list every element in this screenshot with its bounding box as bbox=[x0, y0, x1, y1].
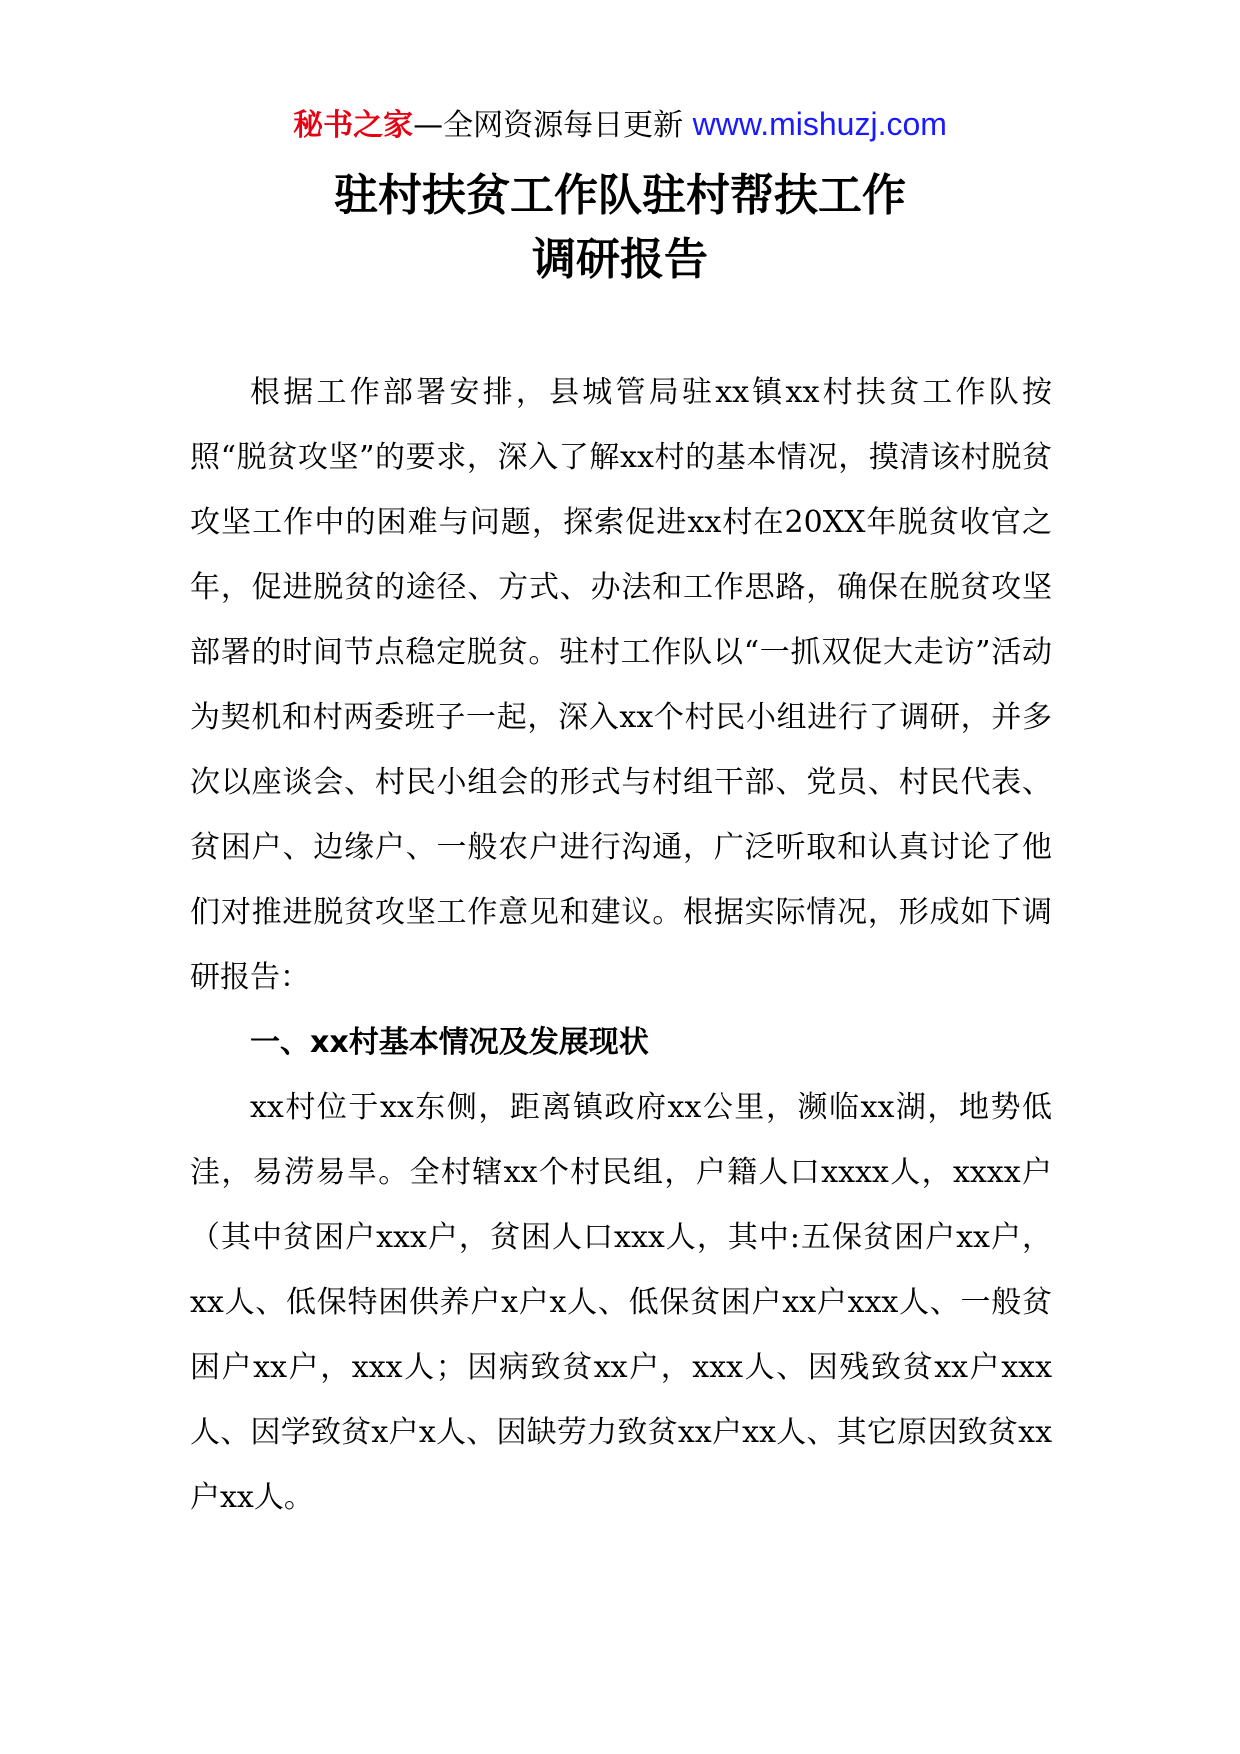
header-tagline: —全网资源每日更新 bbox=[413, 108, 693, 143]
document-title-line-1: 驻村扶贫工作队驻村帮扶工作 bbox=[334, 170, 906, 221]
brand-name: 秘书之家 bbox=[293, 108, 414, 143]
intro-paragraph: 根据工作部署安排，县城管局驻xx镇xx村扶贫工作队按照“脱贫攻坚”的要求，深入了解xx村的基本情况，摸清该村脱贫攻坚工作中的困难与问题，探索促进xx村在20XX年脱贫收官之年，促进脱贫的途径、方式、办法和工作思路，确保在脱贫攻坚部署的时间节点稳定脱贫。驻村工作队以“一抓双促大走访”活动为契机和村两委班子一起，深入xx个村民小组进行了调研，并多次以座谈会、村民小组会的形式与村组干部、党员、村民代表、贫困户、边缘户、一般农户进行沟通，广泛听取和认真讨论了他们对推进脱贫攻坚工作意见和建议。根据实际情况，形成如下调研报告： bbox=[190, 375, 1052, 995]
site-header-banner bbox=[0, 100, 1240, 150]
document-body bbox=[190, 360, 1052, 1530]
document-title bbox=[0, 164, 1240, 292]
section-1-heading: 一、xx村基本情况及发展现状 bbox=[250, 1025, 649, 1060]
section-1-paragraph: xx村位于xx东侧，距离镇政府xx公里，濒临xx湖，地势低洼，易涝易旱。全村辖xx个村民组，户籍人口xxxx人，xxxx户（其中贫困户xxx户，贫困人口xxx人，其中:五保贫困户xx户，xx人、低保特困供养户x户x人、低保贫困户xx户xxx人、一般贫困户xx户，xxx人；因病致贫xx户，xxx人、因残致贫xx户xxx人、因学致贫x户x人、因缺劳力致贫xx户xx人、其它原因致贫xx户xx人。 bbox=[190, 1090, 1052, 1515]
document-title-line-2: 调研报告 bbox=[532, 234, 708, 285]
site-url-link[interactable]: www.mishuzj.com bbox=[692, 106, 947, 142]
